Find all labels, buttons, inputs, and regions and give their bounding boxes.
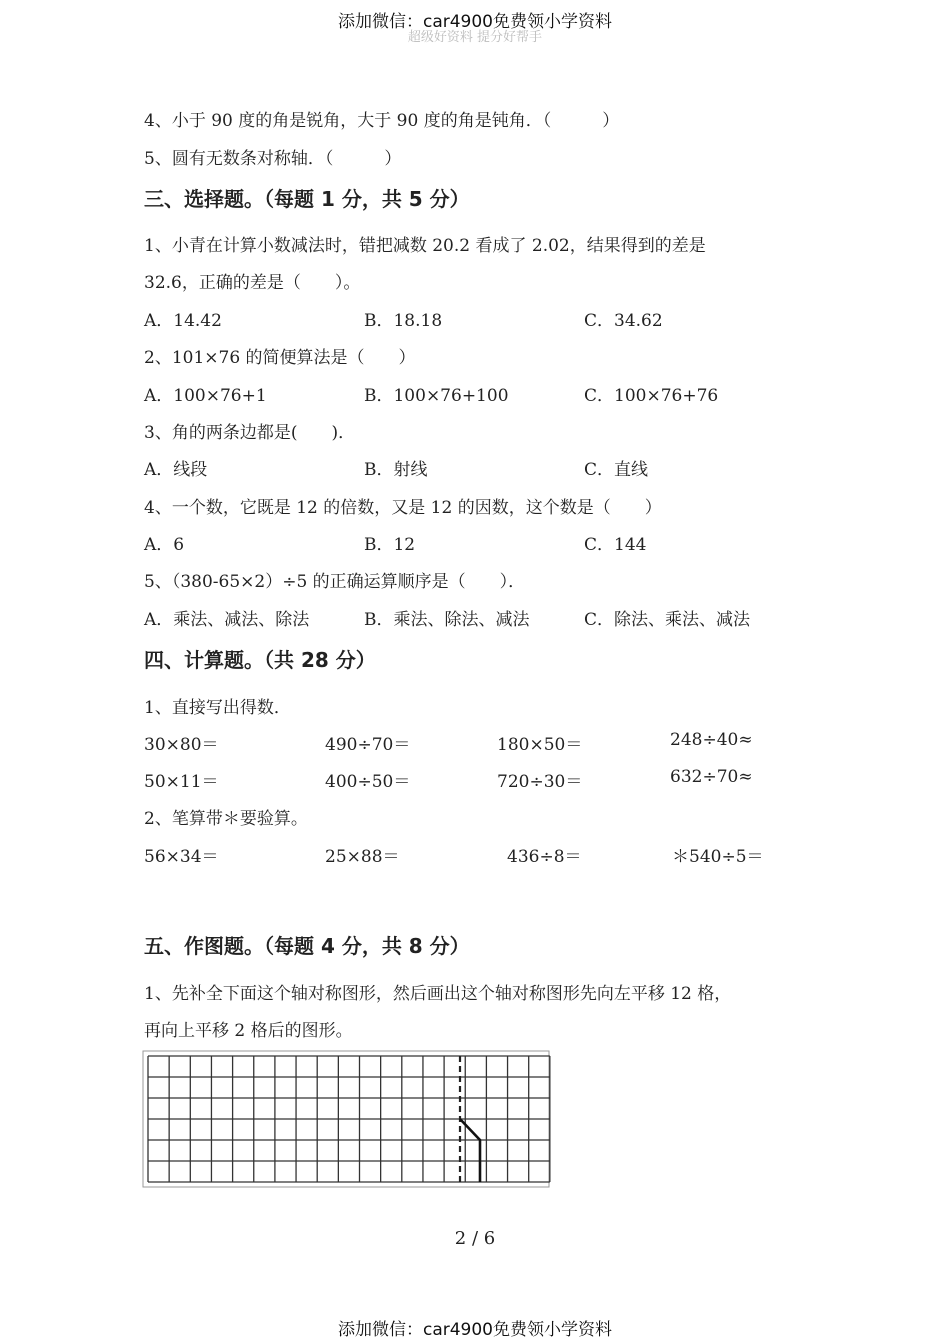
section5-title: 五、作图题。（每题 4 分，共 8 分） bbox=[144, 934, 470, 958]
choice-q4-option-b: B．12 bbox=[364, 535, 416, 555]
calc-written-item: 436÷8＝ bbox=[507, 847, 582, 867]
choice-q3: 3、角的两条边都是( )． bbox=[144, 423, 356, 443]
calc-item: 632÷70≈ bbox=[670, 767, 753, 787]
choice-q5: 5、（380-65×2）÷5 的正确运算顺序是（ ）． bbox=[144, 572, 526, 592]
calc-item: 720÷30＝ bbox=[497, 772, 583, 792]
choice-q4-option-c: C．144 bbox=[584, 535, 647, 555]
judge-q5: 5、圆有无数条对称轴．（ ） bbox=[144, 149, 402, 169]
page-number: 2 / 6 bbox=[454, 1228, 496, 1249]
choice-q3-option-b: B．射线 bbox=[364, 460, 428, 480]
choice-q4: 4、一个数，它既是 12 的倍数，又是 12 的因数，这个数是（ ） bbox=[144, 498, 662, 518]
choice-q4-option-a: A．6 bbox=[144, 535, 185, 555]
calc-item: 30×80＝ bbox=[144, 735, 219, 755]
choice-q5-option-c: C．除法、乘法、减法 bbox=[584, 610, 751, 630]
section4-title: 四、计算题。（共 28 分） bbox=[144, 648, 376, 672]
choice-q5-option-b: B．乘法、除法、减法 bbox=[364, 610, 530, 630]
watermark-bottom: 添加微信：car4900免费领小学资料 bbox=[337, 1320, 613, 1340]
choice-q1-option-a: A．14.42 bbox=[144, 311, 222, 331]
calc-written-item: 56×34＝ bbox=[144, 847, 219, 867]
choice-q2: 2、101×76 的简便算法是（ ） bbox=[144, 348, 416, 368]
drawing-grid bbox=[142, 1050, 552, 1190]
draw-q1-line1: 1、先补全下面这个轴对称图形，然后画出这个轴对称图形先向左平移 12 格， bbox=[144, 984, 732, 1004]
header-subtitle: 超级好资料 提分好帮手 bbox=[407, 30, 543, 45]
grid-lines bbox=[148, 1056, 550, 1182]
half-figure-shape bbox=[460, 1119, 480, 1182]
watermark-top: 添加微信：car4900免费领小学资料 bbox=[337, 12, 613, 32]
choice-q2-option-b: B．100×76+100 bbox=[364, 386, 509, 406]
choice-q5-option-a: A．乘法、减法、除法 bbox=[144, 610, 310, 630]
choice-q3-option-a: A．线段 bbox=[144, 460, 208, 480]
calc-item: 180×50＝ bbox=[497, 735, 583, 755]
calc-written-item: 25×88＝ bbox=[325, 847, 400, 867]
choice-q1-line2: 32.6，正确的差是（ ）。 bbox=[144, 273, 361, 293]
calc-q1: 1、直接写出得数． bbox=[144, 698, 291, 718]
calc-item: 490÷70＝ bbox=[325, 735, 411, 755]
calc-item: 400÷50＝ bbox=[325, 772, 411, 792]
choice-q2-option-a: A．100×76+1 bbox=[144, 386, 267, 406]
section3-title: 三、选择题。（每题 1 分，共 5 分） bbox=[144, 187, 470, 211]
judge-q4: 4、小于 90 度的角是锐角，大于 90 度的角是钝角．（ ） bbox=[144, 111, 620, 131]
choice-q1-option-c: C．34.62 bbox=[584, 311, 663, 331]
calc-item: 248÷40≈ bbox=[670, 730, 753, 750]
choice-q1-option-b: B．18.18 bbox=[364, 311, 443, 331]
calc-written-item: ＊540÷5＝ bbox=[672, 847, 764, 867]
choice-q1-line1: 1、小青在计算小数减法时，错把减数 20.2 看成了 2.02，结果得到的差是 bbox=[144, 236, 706, 256]
calc-q2: 2、笔算带＊要验算。 bbox=[144, 809, 308, 829]
choice-q3-option-c: C．直线 bbox=[584, 460, 649, 480]
choice-q2-option-c: C．100×76+76 bbox=[584, 386, 719, 406]
draw-q1-line2: 再向上平移 2 格后的图形。 bbox=[144, 1021, 353, 1041]
calc-item: 50×11＝ bbox=[144, 772, 219, 792]
